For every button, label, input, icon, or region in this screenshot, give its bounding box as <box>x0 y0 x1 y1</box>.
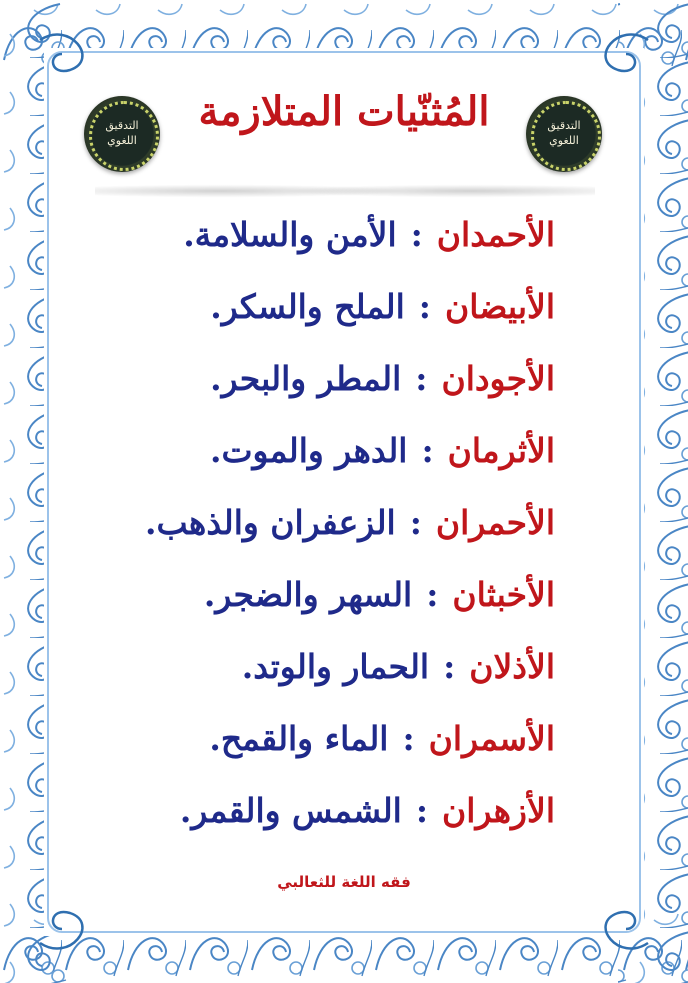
entry-colon: : <box>409 503 422 542</box>
entry-colon: : <box>421 431 434 470</box>
entry-meaning: الحمار والوتد. <box>241 647 430 686</box>
entry-meaning: الملح والسكر. <box>210 287 405 326</box>
entry-term: الأخبثان <box>452 575 555 614</box>
entry-term: الأحمدان <box>436 215 555 254</box>
entries-list <box>95 215 555 863</box>
entry-meaning: الزعفران والذهب. <box>145 503 396 542</box>
list-item <box>95 503 555 575</box>
seal-text-line2: اللغوي <box>549 134 579 147</box>
seal-text <box>84 118 160 148</box>
title-shadow <box>95 178 595 204</box>
seal-text-line1: التدقيق <box>105 119 139 132</box>
list-item <box>95 719 555 791</box>
entry-meaning: السهر والضجر. <box>203 575 413 614</box>
seal-text-line1: التدقيق <box>547 119 581 132</box>
list-item <box>95 431 555 503</box>
entry-term: الأزهران <box>442 791 555 830</box>
entry-colon: : <box>410 215 423 254</box>
seal-emblem-left <box>84 96 160 172</box>
entry-term: الأسمران <box>428 719 555 758</box>
page-title: المُثنّيات المتلازمة <box>198 88 490 135</box>
list-item <box>95 575 555 647</box>
entry-meaning: الشمس والقمر. <box>179 791 402 830</box>
entry-colon: : <box>443 647 456 686</box>
entry-colon: : <box>418 287 431 326</box>
list-item <box>95 791 555 863</box>
list-item <box>95 647 555 719</box>
entry-meaning: المطر والبحر. <box>210 359 402 398</box>
entry-term: الأحمران <box>435 503 555 542</box>
entry-meaning: الماء والقمح. <box>209 719 389 758</box>
list-item <box>95 287 555 359</box>
entry-term: الأبيضان <box>444 287 555 326</box>
entry-colon: : <box>415 791 429 830</box>
entry-term: الأثرمان <box>447 431 555 470</box>
entry-colon: : <box>415 359 428 398</box>
list-item <box>95 215 555 287</box>
source-caption: فقه اللغة للثعالبي <box>277 873 411 891</box>
entry-colon: : <box>426 575 439 614</box>
entry-term: الأذلان <box>469 647 555 686</box>
entry-colon: : <box>402 719 415 758</box>
entry-meaning: الدهر والموت. <box>209 431 408 470</box>
list-item <box>95 359 555 431</box>
entry-meaning: الأمن والسلامة. <box>183 215 397 254</box>
seal-text-line2: اللغوي <box>107 134 137 147</box>
entry-term: الأجودان <box>441 359 555 398</box>
